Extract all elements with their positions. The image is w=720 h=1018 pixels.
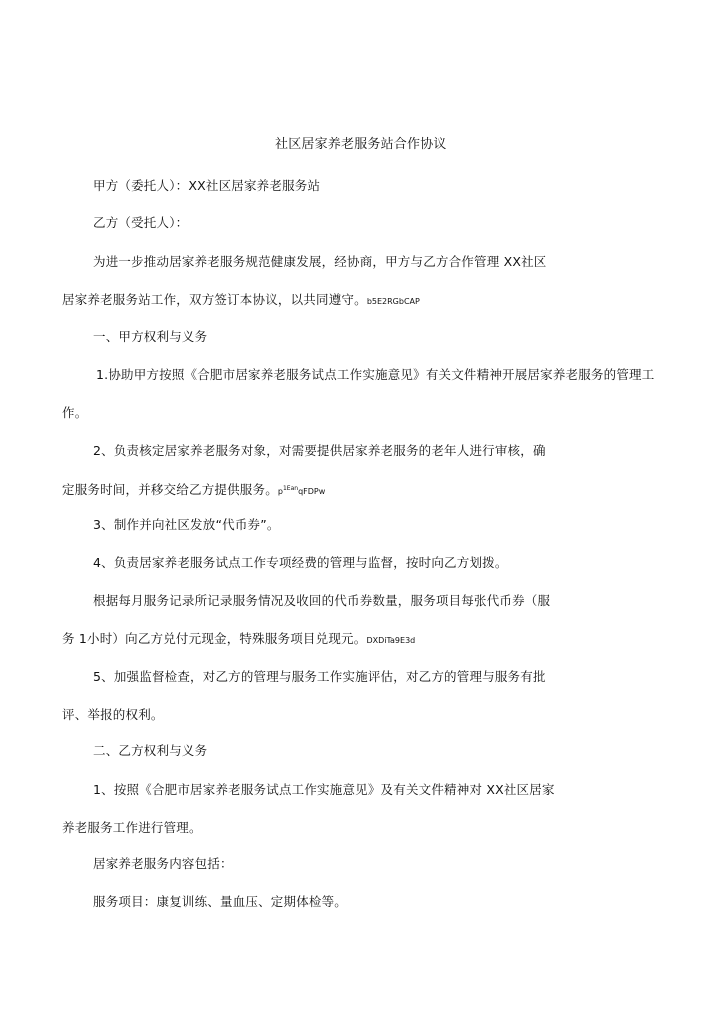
a3-line: 3、制作并向社区发放“代币券”。 [93,517,280,532]
a4-detail-code: DXDiTa9E3d [366,636,416,645]
a2-line-1: 2、负责核定居家养老服务对象，对需要提供居家养老服务的老年人进行审核，确 [93,443,546,458]
a4-detail-line-2-text: 务 1小时）向乙方兑付元现金，特殊服务项目兑现元。 [62,631,367,646]
b1-line-2: 养老服务工作进行管理。 [62,820,202,835]
a2-code [278,487,325,496]
a2-code-mid: qFDPw [298,487,326,496]
a4-detail-line-2 [62,631,415,649]
a4-line: 4、负责居家养老服务试点工作专项经费的管理与监督，按时向乙方划拨。 [93,555,508,570]
intro-code: b5E2RGbCAP [366,297,420,306]
b1-line-1: 1、按照《合肥市居家养老服务试点工作实施意见》及有关文件精神对 XX社区居家 [93,782,555,797]
intro-line-2 [62,292,420,310]
a4-detail-line-1: 根据每月服务记录所记录服务情况及收回的代币券数量，服务项目每张代币券（服 [93,593,551,608]
intro-line-1: 为进一步推动居家养老服务规范健康发展，经协商，甲方与乙方合作管理 XX社区 [93,254,547,269]
a2-line-2 [62,481,325,500]
b-service-items: 服务项目：康复训练、量血压、定期体检等。 [93,894,348,909]
a5-line-1: 5、加强监督检查，对乙方的管理与服务工作实施评估，对乙方的管理与服务有批 [93,669,546,684]
section-a-heading: 一、甲方权利与义务 [93,329,208,344]
a1-line-2: 作。 [62,405,88,420]
document-title: 社区居家养老服务站合作协议 [275,137,447,152]
intro-line-2-text: 居家养老服务站工作，双方签订本协议，以共同遵守。 [62,292,367,307]
section-b-heading: 二、乙方权利与义务 [93,743,208,758]
a5-line-2: 评、举报的权利。 [62,707,164,722]
a2-code-prefix: p [277,487,283,496]
a2-line-2-text: 定服务时间，并移交给乙方提供服务。 [62,482,278,497]
a2-code-sup: 1Ean [282,485,299,492]
party-a-line: 甲方（委托人）：XX社区居家养老服务站 [93,178,321,193]
b-content-heading: 居家养老服务内容包括： [93,856,233,871]
party-b-line: 乙方（受托人）： [93,215,189,230]
a1-line-1: 1.协助甲方按照《合肥市居家养老服务试点工作实施意见》有关文件精神开展居家养老服务的管理工 [96,367,655,382]
